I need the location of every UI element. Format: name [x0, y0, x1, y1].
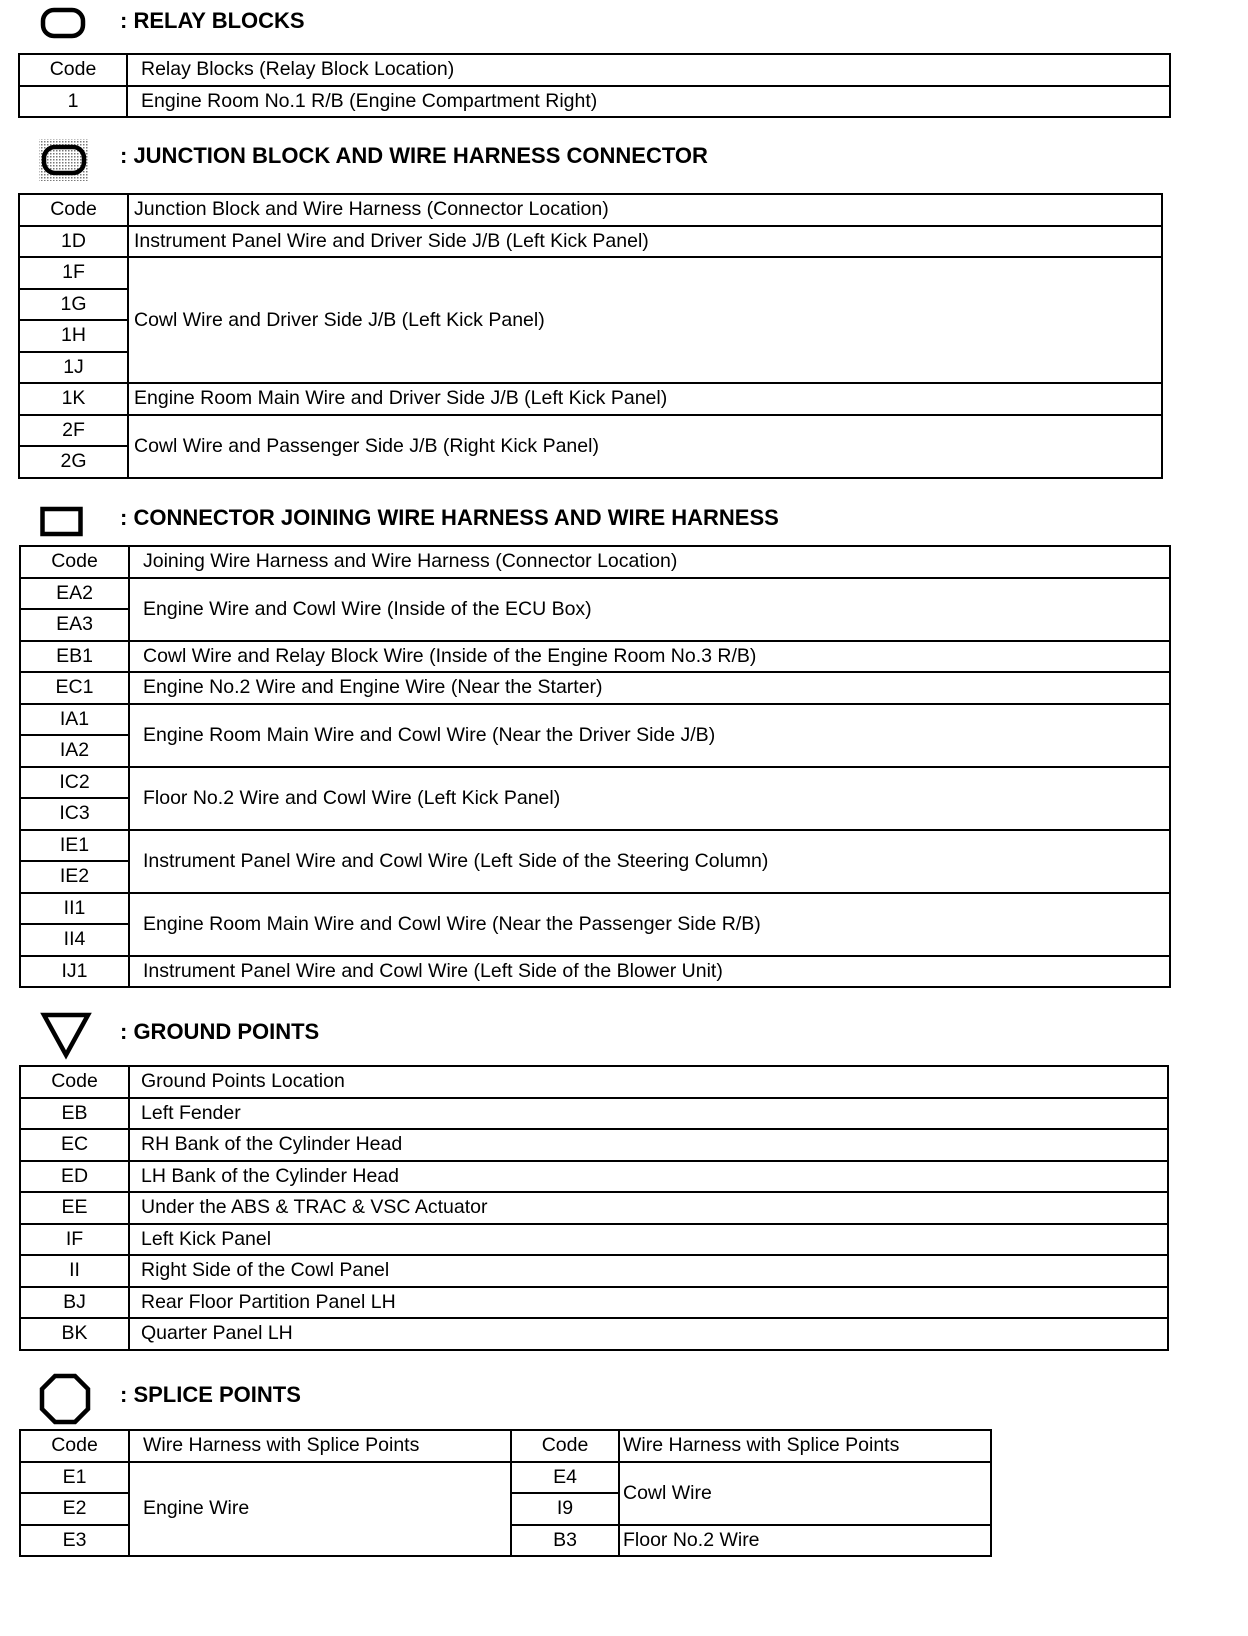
table-row [19, 383, 1162, 415]
table-row [20, 1129, 1168, 1161]
row-code: IA2 [20, 735, 129, 767]
row-code: II [20, 1255, 129, 1287]
junction-block-table [18, 193, 1163, 479]
row-code: BK [20, 1318, 129, 1350]
section-title-connector: : CONNECTOR JOINING WIRE HARNESS AND WIRE HARNESS [120, 505, 779, 530]
row-code: IE1 [20, 830, 129, 862]
row-description: Left Kick Panel [129, 1224, 1168, 1256]
row-description: Instrument Panel Wire and Cowl Wire (Left Side of the Blower Unit) [129, 956, 1170, 988]
row-code: IJ1 [20, 956, 129, 988]
table-row [19, 415, 1162, 447]
row-code: EB [20, 1098, 129, 1130]
row-description: RH Bank of the Cylinder Head [129, 1129, 1168, 1161]
row-description: Cowl Wire and Driver Side J/B (Left Kick Panel) [128, 257, 1162, 383]
table-row [20, 1161, 1168, 1193]
table-header-row [20, 546, 1170, 578]
row-code: IF [20, 1224, 129, 1256]
row-code: E2 [20, 1493, 129, 1525]
table-row [19, 257, 1162, 289]
table-header-row [19, 194, 1162, 226]
row-code: EC [20, 1129, 129, 1161]
rectangle-icon [40, 506, 84, 543]
header-code: Code [20, 1430, 129, 1462]
row-code: EE [20, 1192, 129, 1224]
row-code: EA3 [20, 609, 129, 641]
table-row [20, 672, 1170, 704]
row-description: Engine No.2 Wire and Engine Wire (Near the Starter) [129, 672, 1170, 704]
row-description: Under the ABS & TRAC & VSC Actuator [129, 1192, 1168, 1224]
row-description: Engine Wire and Cowl Wire (Inside of the ECU Box) [129, 578, 1170, 641]
row-code: ED [20, 1161, 129, 1193]
header-description-2: Wire Harness with Splice Points [619, 1430, 991, 1462]
table-row [19, 226, 1162, 258]
row-code: 1D [19, 226, 128, 258]
header-code: Code [20, 1066, 129, 1098]
row-code: 1H [19, 320, 128, 352]
table-row [20, 1287, 1168, 1319]
row-code: EA2 [20, 578, 129, 610]
row-description: Engine Room Main Wire and Driver Side J/B (Left Kick Panel) [128, 383, 1162, 415]
row-code: II4 [20, 924, 129, 956]
ground-points-table [19, 1065, 1169, 1351]
table-row [20, 830, 1170, 862]
row-code: 1 [19, 86, 127, 118]
header-description: Joining Wire Harness and Wire Harness (Connector Location) [129, 546, 1170, 578]
row-description: Rear Floor Partition Panel LH [129, 1287, 1168, 1319]
row-description: Instrument Panel Wire and Driver Side J/B (Left Kick Panel) [128, 226, 1162, 258]
section-title-ground-points: : GROUND POINTS [120, 1019, 320, 1044]
row-code: II1 [20, 893, 129, 925]
row-code: 2F [19, 415, 128, 447]
header-code: Code [20, 546, 129, 578]
row-code-2: I9 [511, 1493, 619, 1525]
row-description-2: Floor No.2 Wire [619, 1525, 991, 1557]
row-code: BJ [20, 1287, 129, 1319]
row-description: Right Side of the Cowl Panel [129, 1255, 1168, 1287]
section-title-relay-blocks: : RELAY BLOCKS [120, 8, 305, 33]
table-row [20, 1192, 1168, 1224]
shaded-rounded-square-icon [38, 138, 90, 187]
header-code: Code [19, 54, 127, 86]
row-code: 1K [19, 383, 128, 415]
octagon-icon [38, 1373, 92, 1430]
row-description: Quarter Panel LH [129, 1318, 1168, 1350]
row-code: E1 [20, 1462, 129, 1494]
table-row [20, 704, 1170, 736]
row-code-2: B3 [511, 1525, 619, 1557]
table-row [20, 641, 1170, 673]
row-description: Cowl Wire and Relay Block Wire (Inside of the Engine Room No.3 R/B) [129, 641, 1170, 673]
table-row [20, 767, 1170, 799]
table-row [20, 1224, 1168, 1256]
row-code-2: E4 [511, 1462, 619, 1494]
row-code: IA1 [20, 704, 129, 736]
header-description: Junction Block and Wire Harness (Connector Location) [128, 194, 1162, 226]
row-code: 1F [19, 257, 128, 289]
table-header-row [20, 1066, 1168, 1098]
header-description: Ground Points Location [129, 1066, 1168, 1098]
section-title-splice-points: : SPLICE POINTS [120, 1382, 301, 1407]
row-description: Left Fender [129, 1098, 1168, 1130]
row-code: IE2 [20, 861, 129, 893]
row-description: LH Bank of the Cylinder Head [129, 1161, 1168, 1193]
row-code: 1G [19, 289, 128, 321]
section-title-junction-block: : JUNCTION BLOCK AND WIRE HARNESS CONNECTOR [120, 143, 708, 168]
header-description: Relay Blocks (Relay Block Location) [127, 54, 1170, 86]
row-code: EC1 [20, 672, 129, 704]
row-description: Cowl Wire and Passenger Side J/B (Right Kick Panel) [128, 415, 1162, 478]
table-row [20, 1255, 1168, 1287]
row-description: Instrument Panel Wire and Cowl Wire (Left Side of the Steering Column) [129, 830, 1170, 893]
table-row [20, 956, 1170, 988]
row-code: IC2 [20, 767, 129, 799]
header-code: Code [19, 194, 128, 226]
header-description: Wire Harness with Splice Points [129, 1430, 511, 1462]
triangle-down-icon [40, 1010, 92, 1065]
table-row [20, 578, 1170, 610]
table-header-row [19, 54, 1170, 86]
table-row [20, 1098, 1168, 1130]
row-code: IC3 [20, 798, 129, 830]
relay-blocks-table [18, 53, 1171, 118]
connector-table [19, 545, 1171, 988]
table-row [19, 86, 1170, 118]
row-description-2: Cowl Wire [619, 1462, 991, 1525]
row-code: E3 [20, 1525, 129, 1557]
row-code: 2G [19, 446, 128, 478]
splice-points-table [19, 1429, 992, 1557]
rounded-square-icon [40, 5, 86, 46]
table-row [20, 1318, 1168, 1350]
header-code-2: Code [511, 1430, 619, 1462]
table-row [20, 893, 1170, 925]
row-description: Engine Wire [129, 1462, 511, 1557]
row-description: Engine Room Main Wire and Cowl Wire (Near the Driver Side J/B) [129, 704, 1170, 767]
table-row [20, 1462, 991, 1494]
row-description: Engine Room Main Wire and Cowl Wire (Near the Passenger Side R/B) [129, 893, 1170, 956]
row-code: 1J [19, 352, 128, 384]
row-description: Engine Room No.1 R/B (Engine Compartment Right) [127, 86, 1170, 118]
row-description: Floor No.2 Wire and Cowl Wire (Left Kick Panel) [129, 767, 1170, 830]
row-code: EB1 [20, 641, 129, 673]
table-header-row [20, 1430, 991, 1462]
